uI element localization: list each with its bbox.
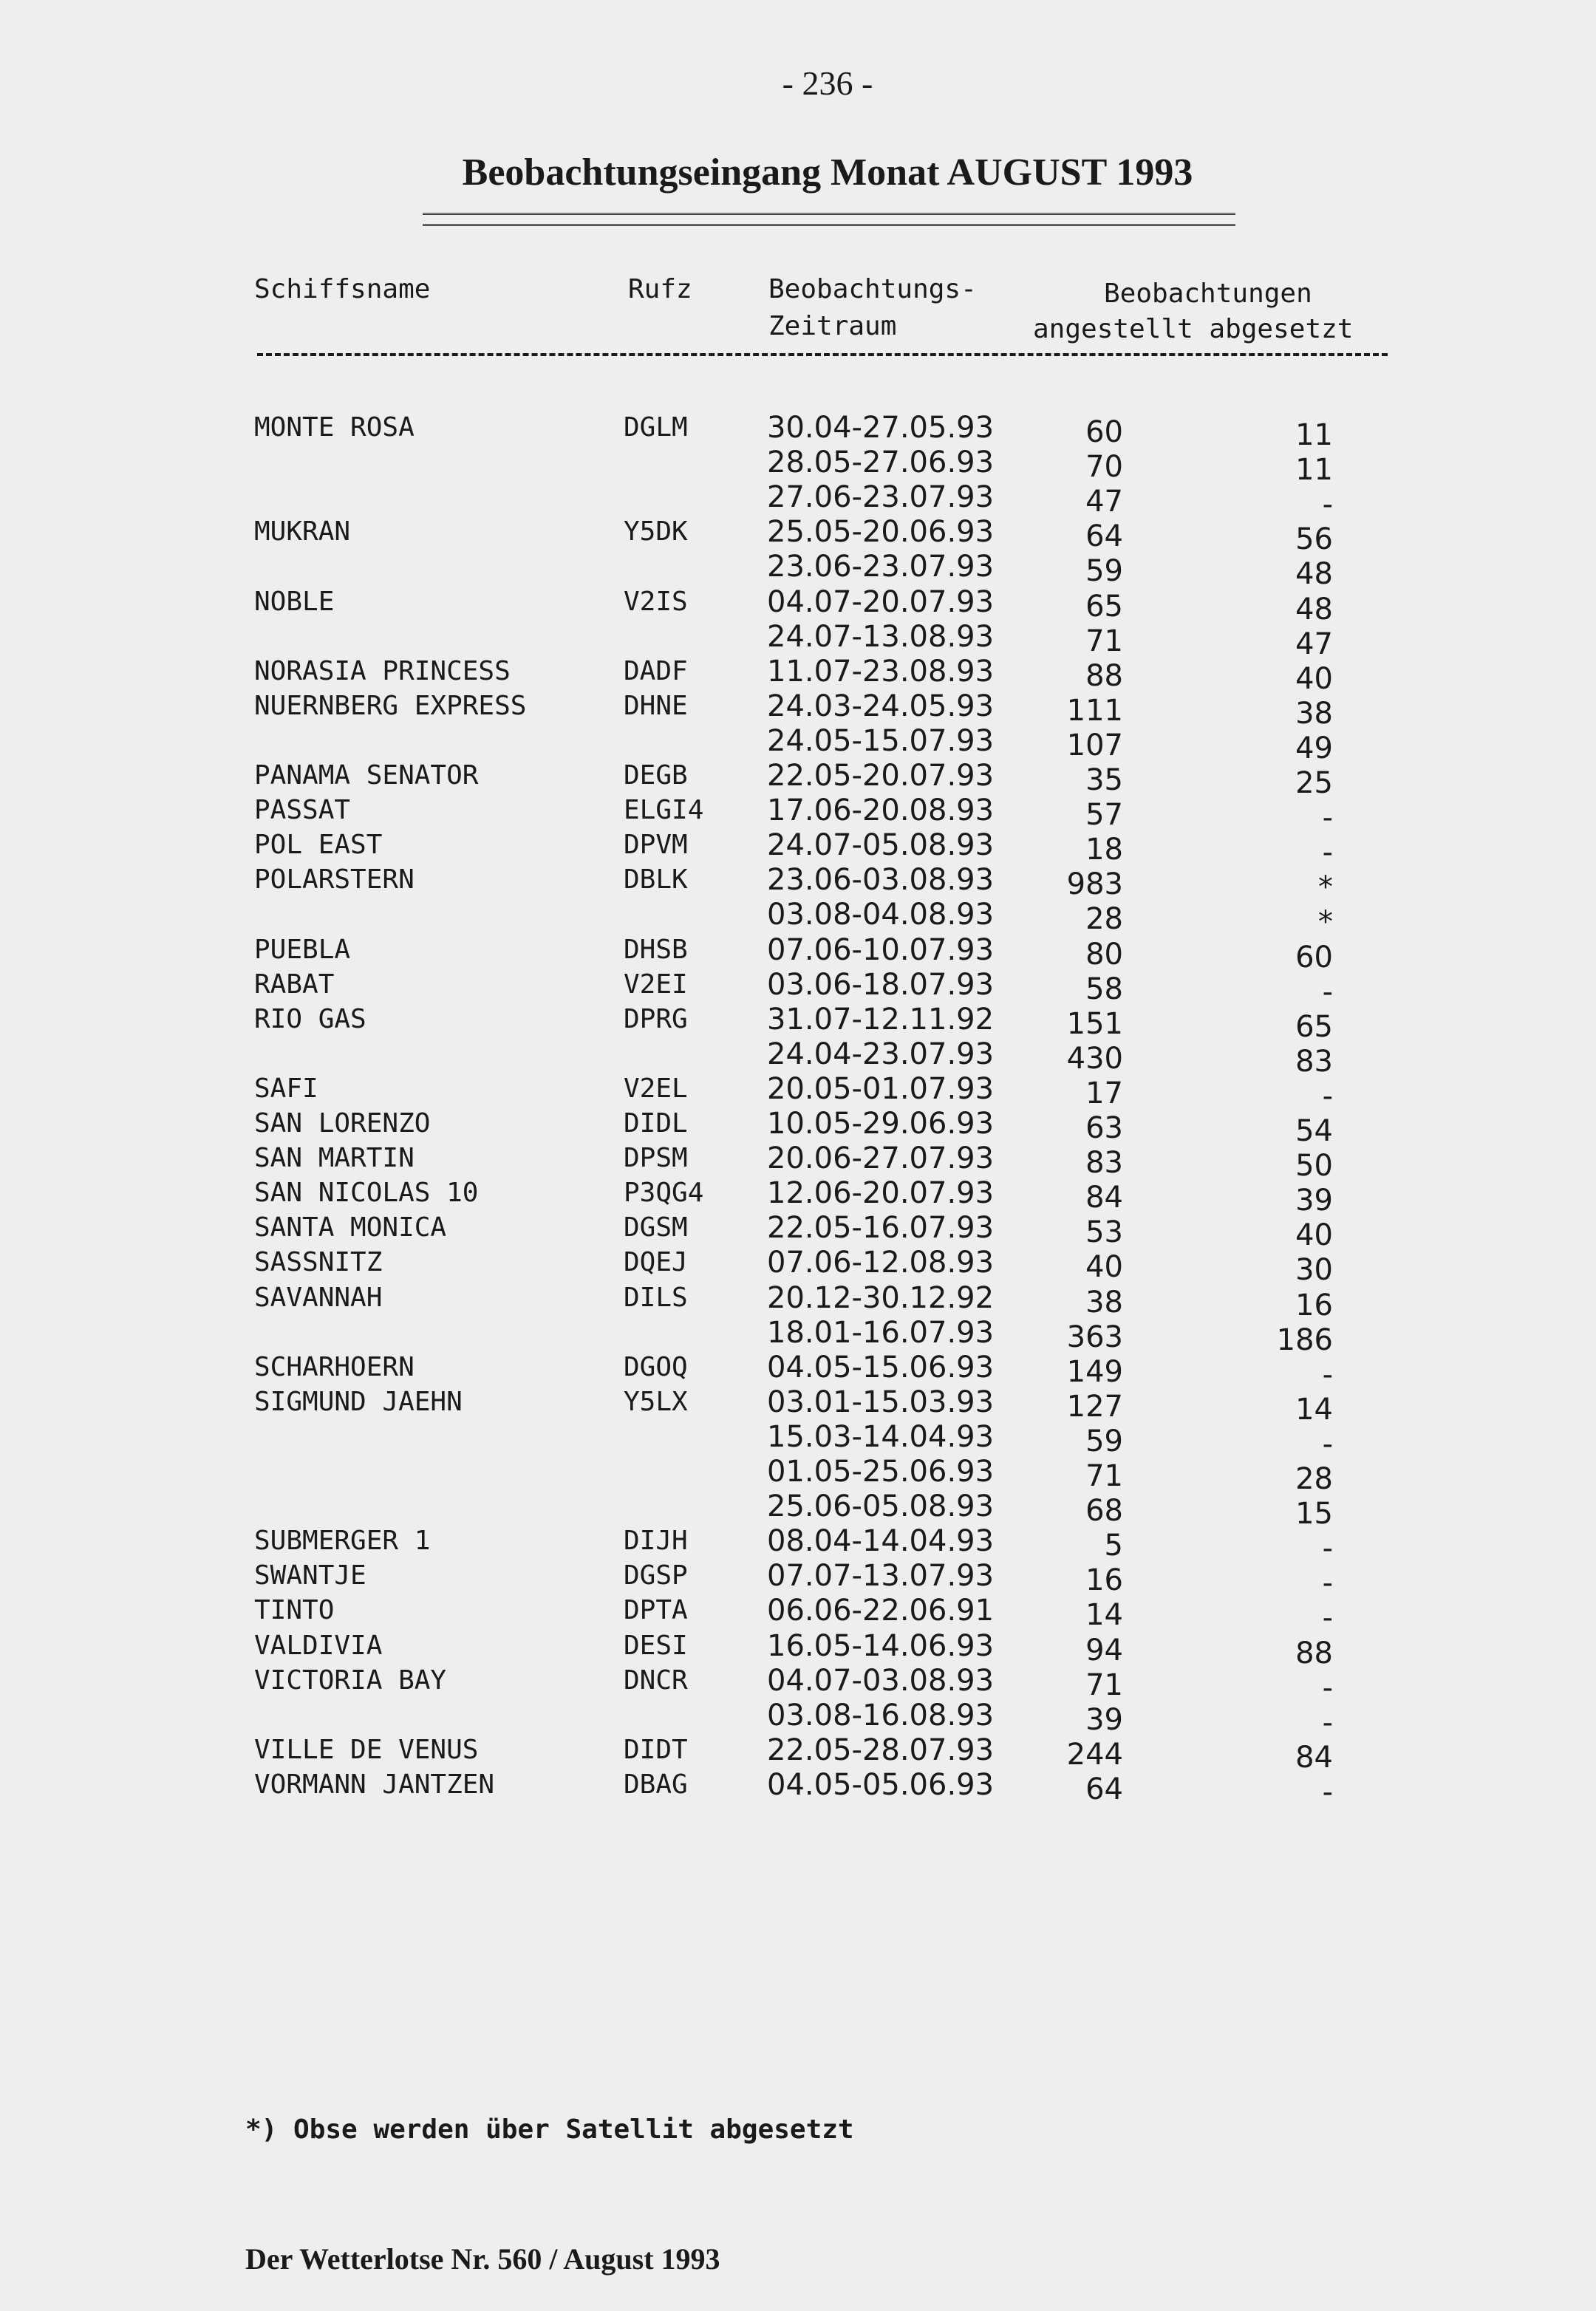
period-cell: 25.05-20.06.93 <box>767 515 995 550</box>
observations-made-cell: 5 <box>1104 1529 1123 1563</box>
observations-sent-cell: - <box>1322 836 1333 870</box>
observations-made-cell: 94 <box>1085 1633 1123 1667</box>
call-sign-cell: P3QG4 <box>624 1178 704 1209</box>
ship-name-cell: SCHARHOERN <box>254 1351 415 1382</box>
call-sign-cell: DNCR <box>624 1665 688 1696</box>
observations-sent-cell: - <box>1322 1427 1333 1461</box>
observations-sent-cell: 60 <box>1295 940 1333 974</box>
table-row <box>0 689 1596 731</box>
ship-name-cell: VICTORIA BAY <box>254 1665 447 1696</box>
observations-sent-cell: - <box>1322 974 1333 1009</box>
observations-sent-cell: - <box>1322 1079 1333 1113</box>
observations-made-cell: 70 <box>1085 450 1123 485</box>
observations-sent-cell: 30 <box>1295 1253 1333 1288</box>
observations-made-cell: 107 <box>1066 728 1123 762</box>
table-row <box>0 411 1596 452</box>
observations-sent-cell: 48 <box>1295 557 1333 592</box>
table-row <box>0 793 1596 836</box>
table-row <box>0 1107 1596 1148</box>
call-sign-cell: DILS <box>624 1282 688 1313</box>
period-cell: 27.06-23.07.93 <box>767 480 995 515</box>
observations-made-cell: 57 <box>1085 798 1123 833</box>
observations-sent-cell: 11 <box>1295 453 1333 488</box>
period-cell: 24.04-23.07.93 <box>767 1037 995 1071</box>
call-sign-cell: DQEJ <box>624 1247 688 1278</box>
ship-name-cell: PUEBLA <box>254 934 351 965</box>
observations-sent-cell: 38 <box>1295 696 1333 731</box>
observations-sent-cell: 54 <box>1295 1114 1333 1148</box>
title-underline <box>423 213 1235 226</box>
period-cell: 24.05-15.07.93 <box>767 723 995 758</box>
period-cell: 24.03-24.05.93 <box>767 689 995 723</box>
observations-made-cell: 59 <box>1085 554 1123 589</box>
header-period-line2: Zeitraum <box>768 311 897 341</box>
ship-name-cell: SAN LORENZO <box>254 1108 431 1139</box>
table-row <box>0 1698 1596 1740</box>
observations-made-cell: 151 <box>1066 1006 1123 1041</box>
ship-name-cell: SASSNITZ <box>254 1247 383 1278</box>
observations-sent-cell: - <box>1322 1705 1333 1740</box>
period-cell: 07.07-13.07.93 <box>767 1559 995 1594</box>
table-row <box>0 967 1596 1009</box>
ship-name-cell: POL EAST <box>254 830 383 861</box>
period-cell: 20.06-27.07.93 <box>767 1141 995 1176</box>
observations-made-cell: 38 <box>1085 1285 1123 1320</box>
table-row <box>0 1628 1596 1670</box>
period-cell: 20.12-30.12.92 <box>767 1280 995 1315</box>
observations-sent-cell: 48 <box>1295 592 1333 627</box>
period-cell: 04.07-20.07.93 <box>767 584 995 619</box>
ship-name-cell: SUBMERGER 1 <box>254 1526 431 1557</box>
table-row <box>0 446 1596 488</box>
table-row <box>0 1594 1596 1636</box>
observations-made-cell: 59 <box>1085 1424 1123 1458</box>
call-sign-cell: Y5DK <box>624 516 688 547</box>
observations-made-cell: 149 <box>1066 1354 1123 1389</box>
period-cell: 07.06-10.07.93 <box>767 932 995 967</box>
observations-made-cell: 68 <box>1085 1494 1123 1529</box>
call-sign-cell: Y5LX <box>624 1386 688 1417</box>
table-row <box>0 480 1596 522</box>
table-row <box>0 1037 1596 1079</box>
observations-sent-cell: - <box>1322 1775 1333 1809</box>
observations-made-cell: 47 <box>1085 485 1123 519</box>
call-sign-cell: DGOQ <box>624 1351 688 1382</box>
table-row <box>0 1280 1596 1322</box>
period-cell: 06.06-22.06.91 <box>767 1594 995 1628</box>
observations-made-cell: 64 <box>1085 519 1123 554</box>
observations-sent-cell: 83 <box>1295 1044 1333 1079</box>
observations-made-cell: 84 <box>1085 1181 1123 1215</box>
period-cell: 16.05-14.06.93 <box>767 1628 995 1663</box>
ship-name-cell: RABAT <box>254 969 335 1000</box>
observations-made-cell: 14 <box>1085 1598 1123 1633</box>
observations-made-cell: 58 <box>1085 972 1123 1006</box>
observations-made-cell: 71 <box>1085 624 1123 658</box>
observations-sent-cell: 50 <box>1295 1149 1333 1184</box>
period-cell: 03.08-16.08.93 <box>767 1698 995 1733</box>
observations-made-cell: 40 <box>1085 1250 1123 1285</box>
period-cell: 24.07-13.08.93 <box>767 619 995 654</box>
table-row <box>0 1524 1596 1566</box>
observations-made-cell: 17 <box>1085 1076 1123 1110</box>
table-row <box>0 1211 1596 1253</box>
table-row <box>0 1419 1596 1461</box>
observations-made-cell: 111 <box>1066 693 1123 728</box>
table-row <box>0 1455 1596 1496</box>
table-row <box>0 1489 1596 1532</box>
period-cell: 30.04-27.05.93 <box>767 411 995 445</box>
ship-name-cell: PANAMA SENATOR <box>254 760 479 791</box>
call-sign-cell: DPVM <box>624 830 688 861</box>
observations-sent-cell: - <box>1322 1532 1333 1566</box>
table-row <box>0 1767 1596 1809</box>
period-cell: 25.06-05.08.93 <box>767 1489 995 1524</box>
period-cell: 31.07-12.11.92 <box>767 1002 995 1037</box>
period-cell: 03.06-18.07.93 <box>767 967 995 1002</box>
ship-name-cell: MONTE ROSA <box>254 412 415 443</box>
footnote: *) Obse werden über Satellit abgesetzt <box>245 2114 854 2145</box>
period-cell: 12.06-20.07.93 <box>767 1176 995 1211</box>
table-row <box>0 619 1596 661</box>
observations-made-cell: 60 <box>1085 415 1123 449</box>
observations-sent-cell: 49 <box>1295 731 1333 765</box>
observations-sent-cell: 84 <box>1295 1740 1333 1775</box>
observations-sent-cell: - <box>1322 488 1333 522</box>
period-cell: 15.03-14.04.93 <box>767 1419 995 1454</box>
observations-sent-cell: 15 <box>1295 1497 1333 1532</box>
table-row <box>0 1559 1596 1601</box>
observations-made-cell: 88 <box>1085 658 1123 693</box>
call-sign-cell: DBAG <box>624 1769 688 1800</box>
table-row <box>0 1141 1596 1184</box>
observations-made-cell: 430 <box>1066 1041 1123 1076</box>
period-cell: 22.05-20.07.93 <box>767 759 995 793</box>
call-sign-cell: DGLM <box>624 412 688 443</box>
header-observations-line1: Beobachtungen <box>1104 279 1312 309</box>
table-row <box>0 1176 1596 1218</box>
ship-name-cell: NOBLE <box>254 586 335 617</box>
period-cell: 01.05-25.06.93 <box>767 1455 995 1489</box>
publication-footer: Der Wetterlotse Nr. 560 / August 1993 <box>245 2242 720 2276</box>
table-row <box>0 1071 1596 1113</box>
ship-name-cell: PASSAT <box>254 795 351 826</box>
observations-sent-cell: - <box>1322 801 1333 836</box>
header-call-sign: Rufz <box>628 274 692 304</box>
call-sign-cell: ELGI4 <box>624 795 704 826</box>
period-cell: 23.06-23.07.93 <box>767 550 995 584</box>
observations-made-cell: 363 <box>1066 1320 1123 1354</box>
observations-made-cell: 53 <box>1085 1215 1123 1250</box>
observations-sent-cell: - <box>1322 1670 1333 1705</box>
observations-made-cell: 83 <box>1085 1146 1123 1181</box>
ship-name-cell: SWANTJE <box>254 1560 366 1591</box>
ship-name-cell: SAN MARTIN <box>254 1143 415 1174</box>
period-cell: 24.07-05.08.93 <box>767 828 995 863</box>
header-observations-line2: angestellt abgesetzt <box>1033 314 1354 344</box>
ship-name-cell: SAN NICOLAS 10 <box>254 1178 479 1209</box>
observations-made-cell: 16 <box>1085 1563 1123 1598</box>
period-cell: 07.06-12.08.93 <box>767 1246 995 1280</box>
observations-sent-cell: * <box>1318 870 1333 905</box>
ship-name-cell: RIO GAS <box>254 1003 366 1034</box>
call-sign-cell: DGSP <box>624 1560 688 1591</box>
observations-made-cell: 28 <box>1085 902 1123 937</box>
period-cell: 22.05-16.07.93 <box>767 1211 995 1246</box>
observations-sent-cell: 88 <box>1295 1636 1333 1670</box>
ship-name-cell: NUERNBERG EXPRESS <box>254 690 527 721</box>
ship-name-cell: SIGMUND JAEHN <box>254 1386 463 1417</box>
table-row <box>0 1350 1596 1392</box>
observations-sent-cell: 14 <box>1295 1392 1333 1427</box>
period-cell: 03.08-04.08.93 <box>767 898 995 932</box>
call-sign-cell: DGSM <box>624 1212 688 1243</box>
table-row <box>0 584 1596 627</box>
observations-sent-cell: 39 <box>1295 1184 1333 1218</box>
observations-made-cell: 127 <box>1066 1389 1123 1424</box>
ship-name-cell: VILLE DE VENUS <box>254 1734 479 1765</box>
ship-name-cell: SAVANNAH <box>254 1282 383 1313</box>
table-row <box>0 898 1596 940</box>
observations-sent-cell: 40 <box>1295 1218 1333 1253</box>
observations-sent-cell: 25 <box>1295 766 1333 800</box>
call-sign-cell: DIJH <box>624 1526 688 1557</box>
period-cell: 04.05-15.06.93 <box>767 1350 995 1385</box>
call-sign-cell: DHSB <box>624 934 688 965</box>
call-sign-cell: DIDL <box>624 1108 688 1139</box>
table-row <box>0 550 1596 592</box>
observations-sent-cell: 40 <box>1295 661 1333 696</box>
table-row <box>0 1663 1596 1705</box>
table-row <box>0 1315 1596 1357</box>
ship-name-cell: VORMANN JANTZEN <box>254 1769 495 1800</box>
call-sign-cell: DPTA <box>624 1595 688 1626</box>
observations-sent-cell: 186 <box>1276 1322 1333 1357</box>
observations-made-cell: 39 <box>1085 1702 1123 1737</box>
table-row <box>0 828 1596 870</box>
table-row <box>0 1385 1596 1427</box>
observations-made-cell: 244 <box>1066 1737 1123 1772</box>
table-row <box>0 1002 1596 1044</box>
table-row <box>0 654 1596 696</box>
observations-made-cell: 35 <box>1085 763 1123 797</box>
table-row <box>0 515 1596 557</box>
period-cell: 17.06-20.08.93 <box>767 793 995 828</box>
call-sign-cell: V2EL <box>624 1073 688 1104</box>
observations-made-cell: 71 <box>1085 1667 1123 1702</box>
table-row <box>0 723 1596 765</box>
period-cell: 04.07-03.08.93 <box>767 1663 995 1698</box>
ship-name-cell: NORASIA PRINCESS <box>254 655 511 686</box>
period-cell: 18.01-16.07.93 <box>767 1315 995 1350</box>
table-row <box>0 759 1596 800</box>
period-cell: 10.05-29.06.93 <box>767 1107 995 1141</box>
observations-made-cell: 71 <box>1085 1459 1123 1493</box>
table-row <box>0 932 1596 974</box>
period-cell: 11.07-23.08.93 <box>767 654 995 689</box>
period-cell: 03.01-15.03.93 <box>767 1385 995 1419</box>
table-row <box>0 1246 1596 1288</box>
observations-sent-cell: - <box>1322 1357 1333 1392</box>
observations-made-cell: 983 <box>1066 867 1123 902</box>
observations-sent-cell: 56 <box>1295 522 1333 557</box>
period-cell: 04.05-05.06.93 <box>767 1767 995 1802</box>
call-sign-cell: DESI <box>624 1630 688 1661</box>
call-sign-cell: DADF <box>624 655 688 686</box>
period-cell: 23.06-03.08.93 <box>767 863 995 898</box>
table-row <box>0 863 1596 905</box>
observations-sent-cell: 65 <box>1295 1009 1333 1044</box>
call-sign-cell: DBLK <box>624 864 688 895</box>
observations-made-cell: 64 <box>1085 1772 1123 1806</box>
header-dashed-rule <box>257 353 1388 356</box>
observations-sent-cell: 11 <box>1295 418 1333 452</box>
observations-sent-cell: 16 <box>1295 1288 1333 1322</box>
header-ship-name: Schiffsname <box>254 274 431 304</box>
table-row <box>0 1733 1596 1775</box>
observations-sent-cell: * <box>1318 905 1333 940</box>
observations-sent-cell: - <box>1322 1566 1333 1601</box>
call-sign-cell: DPSM <box>624 1143 688 1174</box>
period-cell: 22.05-28.07.93 <box>767 1733 995 1767</box>
call-sign-cell: DPRG <box>624 1003 688 1034</box>
period-cell: 28.05-27.06.93 <box>767 446 995 480</box>
ship-name-cell: SANTA MONICA <box>254 1212 447 1243</box>
call-sign-cell: DEGB <box>624 760 688 791</box>
call-sign-cell: V2IS <box>624 586 688 617</box>
period-cell: 08.04-14.04.93 <box>767 1524 995 1559</box>
ship-name-cell: TINTO <box>254 1595 335 1626</box>
header-period-line1: Beobachtungs- <box>768 274 977 304</box>
observations-sent-cell: 47 <box>1295 627 1333 661</box>
ship-name-cell: SAFI <box>254 1073 318 1104</box>
observations-sent-cell: - <box>1322 1601 1333 1636</box>
page-number: - 236 - <box>782 64 873 102</box>
call-sign-cell: DHNE <box>624 690 688 721</box>
observations-made-cell: 80 <box>1085 937 1123 972</box>
ship-name-cell: POLARSTERN <box>254 864 415 895</box>
page-title: Beobachtungseingang Monat AUGUST 1993 <box>462 151 1193 194</box>
call-sign-cell: V2EI <box>624 969 688 1000</box>
ship-name-cell: MUKRAN <box>254 516 351 547</box>
period-cell: 20.05-01.07.93 <box>767 1071 995 1106</box>
observations-made-cell: 65 <box>1085 589 1123 624</box>
call-sign-cell: DIDT <box>624 1734 688 1765</box>
observations-sent-cell: 28 <box>1295 1462 1333 1496</box>
ship-name-cell: VALDIVIA <box>254 1630 383 1661</box>
observations-made-cell: 63 <box>1085 1111 1123 1145</box>
observations-made-cell: 18 <box>1085 833 1123 867</box>
